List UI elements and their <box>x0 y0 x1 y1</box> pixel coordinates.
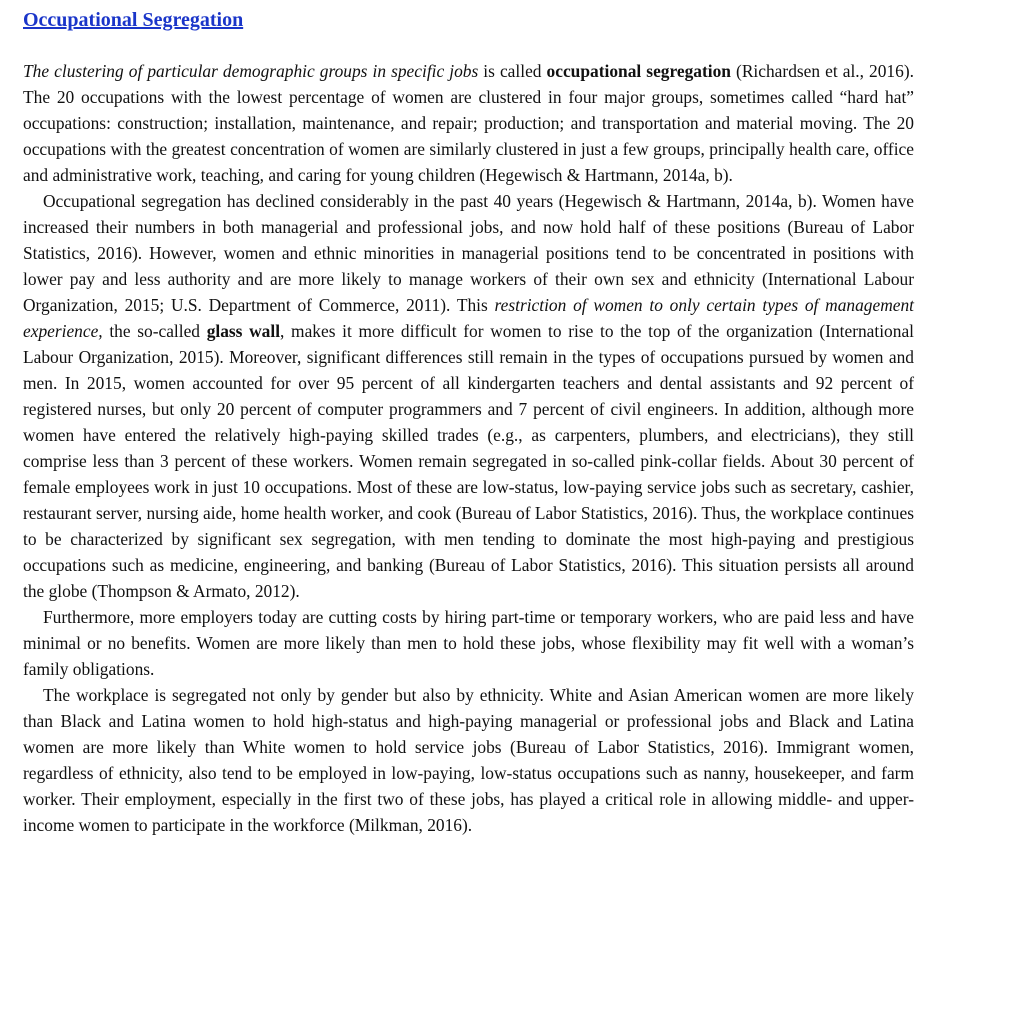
section-title-link[interactable]: Occupational Segregation <box>23 9 244 31</box>
text-run: Furthermore, more employers today are cutting costs by hiring part-time or temporary workers, who are paid less and have minimal or no benefits. Women are more likely than men to hold these jobs, whose flexibility may fit well with a woman’s family obligations. <box>23 607 914 679</box>
text-run: (Richardsen et al., 2016). The 20 occupations with the lowest percentage of women are clustered in four major groups, sometimes called “hard hat” occupations: construction; installation, maintenance, and repair; production; and transportation and material moving. The 20 occupations with the greatest concentration of women are similarly clustered in just a few groups, principally health care, office and administrative work, teaching, and caring for young children (Hegewisch & Hartmann, 2014a, b). <box>23 61 914 185</box>
document-page <box>23 6 914 838</box>
key-term-bold: glass wall <box>206 321 281 341</box>
text-run: Occupational segregation has declined considerably in the past 40 years (Hegewisch & Hartmann, 2014a, b). Women have increased their numbers in both managerial and professional jobs, and now hold half of these positions (Bureau of Labor Statistics, 2016). However, women and ethnic minorities in managerial positions tend to be concentrated in positions with lower pay and less authority and are more likely to manage workers of their own sex and ethnicity (International Labour Organization, 2015; U.S. Department of Commerce, 2011). This <box>23 191 914 315</box>
paragraph-3 <box>23 604 914 682</box>
paragraph-1 <box>23 58 914 188</box>
text-run: , makes it more difficult for women to rise to the top of the organization (International Labour Organization, 2015). Moreover, significant differences still remain in the types of occupations pursued by women and men. In 2015, women accounted for over 95 percent of all kindergarten teachers and dental assistants and 92 percent of registered nurses, but only 20 percent of computer programmers and 7 percent of civil engineers. In addition, although more women have entered the relatively high-paying skilled trades (e.g., as carpenters, plumbers, and electricians), they still comprise less than 3 percent of these workers. Women remain segregated in so-called pink-collar fields. About 30 percent of female employees work in just 10 occupations. Most of these are low-status, low-paying service jobs such as secretary, cashier, restaurant server, nursing aide, home health worker, and cook (Bureau of Labor Statistics, 2016). Thus, the workplace continues to be characterized by significant sex segregation, with men tending to dominate the most high-paying and prestigious occupations such as medicine, engineering, and banking (Bureau of Labor Statistics, 2016). This situation persists all around the globe (Thompson & Armato, 2012). <box>23 321 914 601</box>
text-run: is called <box>478 61 547 81</box>
text-run: the so-called <box>102 321 207 341</box>
key-phrase-italic: restriction of women to only certain types of management experience, <box>23 295 914 341</box>
key-term-bold: occupational segregation <box>546 61 731 81</box>
paragraph-4 <box>23 682 914 838</box>
title-wrap <box>23 6 914 58</box>
key-phrase-italic: The clustering of particular demographic groups in specific jobs <box>23 61 479 81</box>
text-run: The workplace is segregated not only by gender but also by ethnicity. White and Asian American women are more likely than Black and Latina women to hold high-status and high-paying managerial or professional jobs and Black and Latina women are more likely than White women to hold service jobs (Bureau of Labor Statistics, 2016). Immigrant women, regardless of ethnicity, also tend to be employed in low-paying, low-status occupations such as nanny, housekeeper, and farm worker. Their employment, especially in the first two of these jobs, has played a critical role in allowing middle- and upper-income women to participate in the workforce (Milkman, 2016). <box>23 685 914 835</box>
paragraph-2 <box>23 188 914 604</box>
